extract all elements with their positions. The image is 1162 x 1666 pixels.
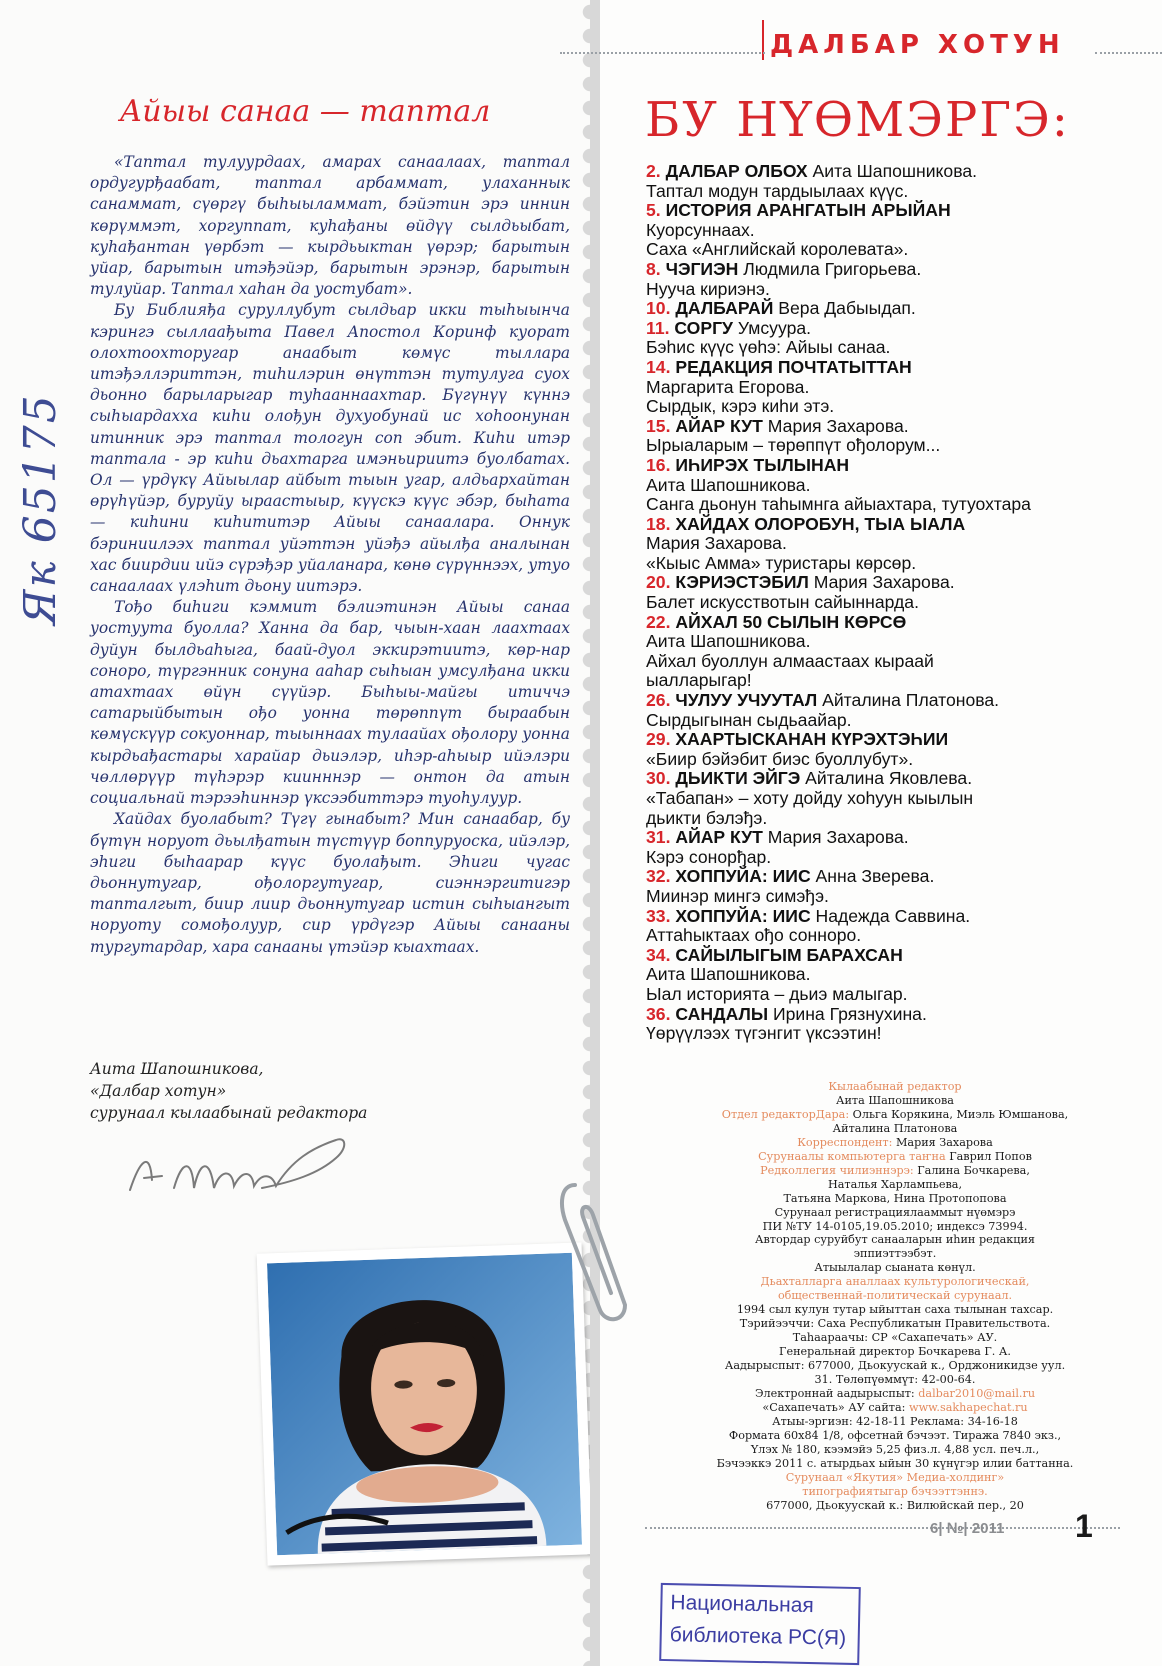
toc-subline: Кэрэ сонорђар. <box>646 846 772 867</box>
credit-text: Электроннай аадырыспыт: <box>754 1386 919 1400</box>
credit-text: Генеральнай директор Бочкарева Г. А. <box>779 1345 1011 1359</box>
credit-text: «Сахапечать» АУ сайта: <box>762 1400 909 1414</box>
author-name: Аита Шапошникова, <box>90 1060 264 1078</box>
toc-entry <box>646 260 1146 280</box>
editorial-paragraph: Тођо биһиги кэммит бэлиэтинэн Айыы санаа уостуута буолла? Ханна да бар, чыын-хаан лаахтаах дуйун былдьаһыга, баай-дуол эккирэтиитэ, көр-нар соноро, түргэнник сонуна ааһар сыһыан умсулђана икки атахтаах өйүн сүүйэр. Быһыы-майгы итиччэ сатарыйбытын ођо уонна төрөппүт быраабын көмүскүүр сокуоннар, тыыннаах тулаайах ођолору уонна кырдьађастары харайар дьиэлэр, иһэр-аһыыр ийэлэри чөллөрүүр түһэрэр киинннэр — онтон да атын социальнай тэрээһиннэр үксээбиттэрэ туоһулуур. <box>90 598 570 808</box>
credit-line <box>640 1080 1150 1094</box>
toc-subline: Ырыаларым – төрөппүт ођолорум... <box>646 435 941 456</box>
credit-line <box>640 1317 1150 1331</box>
author-signoff <box>90 1058 367 1124</box>
toc-entry <box>646 417 1146 437</box>
credit-text: Таһаараачы: СР «Сахапечать» АУ. <box>792 1331 998 1345</box>
toc-subline: «Кыыс Амма» туристары көрсөр. <box>646 552 917 573</box>
toc-page-number: 22. <box>646 611 671 632</box>
toc-entry <box>646 867 1146 887</box>
toc-heading: ДЬИКТИ ЭЙГЭ <box>675 768 801 789</box>
toc-subline: Балет искусствотын сайыннарда. <box>646 592 919 613</box>
toc-heading: АЙАР КУТ <box>675 415 763 436</box>
toc-subline: Нууча кириэнэ. <box>646 278 770 299</box>
toc-page-number: 31. <box>646 827 671 848</box>
toc-page-number: 15. <box>646 415 671 436</box>
toc-subline: Мария Захарова. <box>646 533 787 554</box>
credit-line <box>640 1401 1150 1415</box>
toc-entry <box>646 201 1146 221</box>
toc-entry <box>646 613 1146 633</box>
dotted-rule <box>560 52 765 54</box>
credit-line <box>640 1415 1150 1429</box>
credit-text: Формата 60х84 1/8, офсетнай бэчээт. Тиража 7840 экз., <box>728 1428 1062 1442</box>
toc-entry <box>646 515 1146 535</box>
toc-author: Надежда Саввина. <box>810 905 971 926</box>
stamp-line: Национальная <box>670 1591 815 1618</box>
credit-text: эппиэттээбэт. <box>853 1247 937 1261</box>
toc-heading: ИҺИРЭХ ТЫЛЫНАН <box>675 454 850 475</box>
toc-author: Аита Шапошникова. <box>807 161 978 181</box>
toc-heading: РЕДАКЦИЯ ПОЧТАТЫТТАН <box>675 356 912 377</box>
library-stamp <box>659 1583 861 1665</box>
brand-rule <box>762 20 764 60</box>
credit-text: 1994 сыл кулун тутар ыйыттан саха тылынан тахсар. <box>736 1303 1054 1317</box>
toc-page-number: 33. <box>646 905 671 926</box>
toc-page-number: 16. <box>646 454 671 475</box>
credit-line <box>640 1233 1150 1247</box>
credit-text: Айталина Платонова <box>832 1121 958 1135</box>
credit-line <box>640 1192 1150 1206</box>
toc-page-number: 20. <box>646 572 671 593</box>
credit-text: ПИ №ТУ 14-0105,19.05.2010; индексэ 73994. <box>762 1219 1028 1233</box>
toc-subline: Миинэр мингэ симэђэ. <box>646 885 829 906</box>
credit-line <box>640 1150 1150 1164</box>
toc-entry <box>646 162 1146 182</box>
credit-text: Ольга Корякина, Миэль Юмшанова, <box>852 1107 1069 1121</box>
credit-line <box>640 1345 1150 1359</box>
credit-text: Сурунаал регистрациялааммыт нүөмэрэ <box>774 1205 1016 1219</box>
toc-heading: ХААРТЫСКАНАН КҮРЭХТЭҺИИ <box>675 729 949 750</box>
credit-text: Аадырыспыт: 677000, Дьокуускай к., Орджоникидзе уул. <box>724 1359 1066 1373</box>
credit-text: Гаврил Попов <box>949 1149 1032 1163</box>
toc-entry <box>646 456 1146 476</box>
toc-subline: дьикти бэлэђэ. <box>646 807 768 828</box>
toc-entry <box>646 319 1146 339</box>
credit-role: Корреспондент: <box>797 1135 896 1149</box>
credit-role: Отдел редакторДара: <box>721 1107 853 1121</box>
editorial-paragraph: «Таптал тулуурдаах, амарах санаалаах, таптал ордугурђаабат, таптал арбаммат, улаханнык санаммат, сүөргү быһыыламмат, бэйэтин эрэ иннин көрүммэт, хоргуппат, куһађаны өйдүү сылдьыбат, куһађантан үөрбэт — кырдьыктан үөрэр; барытын уйар, барытын итэђэйэр, барытын эрэнэр, барытын тулуйар. Таптал хаһан да уостубат». <box>90 153 570 299</box>
toc-heading: ДАЛБАРАЙ <box>675 298 774 319</box>
toc-heading: ХАЙДАХ ОЛОРОБУН, ТЫА ЫАЛА <box>675 513 966 534</box>
toc-subline: Санга дьонун таһымнга айыахтара, тутуохтара <box>646 494 1031 515</box>
editorial-body <box>90 152 570 958</box>
toc-subline: Бэһис күүс үөһэ: Айыы санаа. <box>646 337 891 358</box>
toc-author: Мария Захарова. <box>808 572 955 593</box>
toc-subline: Сырдык, кэрэ киһи этэ. <box>646 396 835 417</box>
toc-entry <box>646 299 1146 319</box>
toc-subline: ыалларыгар! <box>646 670 752 691</box>
imprint-credits <box>640 1080 1150 1513</box>
toc-heading: ХОППУЙА: ИИС <box>675 866 811 887</box>
credit-line <box>640 1387 1150 1401</box>
toc-page-number: 2. <box>646 161 661 181</box>
toc-heading: АЙХАЛ 50 СЫЛЫН КӨРСӨ <box>675 611 907 632</box>
credit-text: Татьяна Маркова, Нина Протопопова <box>783 1191 1007 1205</box>
toc-subline: Маргарита Егорова. <box>646 376 810 397</box>
credit-line <box>640 1136 1150 1150</box>
credit-text: Үлэх № 180, кээмэйэ 5,25 физ.л. 4,88 усл. печ.л., <box>750 1442 1040 1456</box>
toc-subline: Сырдыгынан сыдьаайар. <box>646 709 852 730</box>
toc-entry <box>646 907 1146 927</box>
credit-text: Атыылалар сыаната көнүл. <box>814 1261 976 1275</box>
credit-link[interactable]: dalbar2010@mail.ru <box>918 1386 1036 1400</box>
credit-text: Тэрийээччи: Саха Республикатын Правительствота. <box>739 1317 1051 1331</box>
toc-page-number: 32. <box>646 866 671 887</box>
toc-page-number: 30. <box>646 768 671 789</box>
toc-heading: САЙЫЛЫГЫМ БАРАХСАН <box>675 944 903 965</box>
toc-heading: СОРГУ <box>674 317 733 338</box>
toc-heading: ХОППУЙА: ИИС <box>675 905 811 926</box>
credit-text: Мария Захарова <box>895 1135 993 1149</box>
editorial-paragraph: Бу Библияђа суруллубут сылдьар икки тыһыынча кэрингэ сыллаађыта Павел Апостол Коринф куорат олохтоохторугар анаабыт көмүс тыллара итэђэллэриттэн, тиһилэрин өнүттэн тутулуга суох дьонно барыларыгар туһааннаахтар. Бүгүнүү күннэ сыһыардахха киһи олођун духуобунай ис хоһоонунан итинник эрэ таптал тологун соп эбит. Киһи итэр таптала - эр киһи дьахтарга имэньириитэ буолбатах. Ол — үрдүкү Айыылар айбыт тыын угар, алдьархайтан өрүһүйэр, буруйу ыраастыыр, күүскэ күүс эбэр, быһата — киһини киһититэр Айыы санаалара. Оннук бэриниилээх таптал уйэттэн уйэђэ айылђа аналынан хас биирдии ийэ сүрэђэр уйаланара, көнө сүрүннээх, утуо санаалаах үлэһит дьону иитэрэ. <box>90 301 570 596</box>
toc-author: Людмила Григорьева. <box>738 258 922 279</box>
credit-line <box>640 1261 1150 1275</box>
toc-heading: КЭРИЭСТЭБИЛ <box>675 572 809 593</box>
toc-page-number: 14. <box>646 356 671 377</box>
credit-line <box>640 1094 1150 1108</box>
toc-subline: «Биир бэйэбит биэс буоллубут». <box>646 748 914 769</box>
toc-subline: Аттаһыктаах ођо сонноро. <box>646 925 862 946</box>
author-role: сурунаал кылаабынай редактора <box>90 1104 368 1122</box>
credit-line <box>640 1471 1150 1485</box>
toc-author: Айталина Яковлева. <box>800 768 973 789</box>
credit-text: 677000, Дьокуускай к.: Вилюйскай пер., 20 <box>766 1498 1024 1512</box>
credit-text: Автордар суруйбут санааларын иһин редакция <box>754 1233 1035 1247</box>
credit-line <box>640 1359 1150 1373</box>
toc-author: Мария Захарова. <box>762 827 909 848</box>
credit-line <box>640 1429 1150 1443</box>
credit-line <box>640 1122 1150 1136</box>
toc-page-number: 26. <box>646 690 671 711</box>
credit-role: Кылаабынай редактор <box>828 1080 962 1093</box>
toc-page-number: 10. <box>646 298 671 319</box>
toc-entry <box>646 691 1146 711</box>
toc-subline: Ыал историята – дьиэ малыгар. <box>646 983 908 1004</box>
toc-author: Мария Захарова. <box>762 415 909 436</box>
handwritten-side-note: Як 65175 <box>15 393 66 625</box>
toc-page-number: 5. <box>646 200 661 221</box>
toc-author: Вера Дабыыдап. <box>773 298 916 319</box>
credit-text: 31. Төлөпүөммүт: 42-00-64. <box>814 1373 976 1387</box>
dotted-rule <box>645 1527 1120 1529</box>
toc-heading: САНДАЛЫ <box>675 1003 769 1024</box>
credit-role: Сурунаал «Якутия» Медиа-холдинг» <box>785 1470 1005 1484</box>
toc-entry <box>646 730 1146 750</box>
toc-heading: АЙАР КУТ <box>675 827 763 848</box>
credit-line <box>640 1206 1150 1220</box>
dotted-rule <box>1095 52 1162 54</box>
credit-line <box>640 1499 1150 1513</box>
credit-line <box>640 1275 1150 1289</box>
credit-link[interactable]: www.sakhapechat.ru <box>909 1400 1028 1414</box>
handwritten-signature <box>122 1130 372 1210</box>
toc-heading: ДАЛБАР ОЛБОХ <box>665 161 808 181</box>
issue-number: 6| №| 2011 <box>930 1520 1005 1537</box>
toc-subline: Аита Шапошникова. <box>646 964 811 985</box>
editorial-paragraph: Хайдах буолабыт? Түгү гынабыт? Мин санаабар, бу бүтүн норуот дьылђатын түстүүр боппуруоска, ийэлэр, эһиги быһаарар күүс буолађыт. Эһиги чугас дьоннутугар, ођолоргутугар, сиэннэргитигэр тапталгыт, биир лиир дьоннутугар истин сыһыангыт норуоту сомођолуур, сир үрдүгэр Айыы санааны тургутардар, хара санааны үтэйэр кыахтаах. <box>90 810 570 956</box>
contents-title: БУ НҮӨМЭРГЭ: <box>645 92 1070 148</box>
credit-line <box>640 1108 1150 1122</box>
toc-subline: Аита Шапошникова. <box>646 474 811 495</box>
toc-subline: «Табапан» – хоту дойду хоһуун кыылын <box>646 788 974 808</box>
toc-author: Ирина Грязнухина. <box>768 1003 927 1024</box>
paperclip-icon <box>555 1175 635 1325</box>
credit-text: Наталья Харлампьева, <box>827 1177 963 1191</box>
credit-role: типографиятыгар бэчээттэннэ. <box>802 1484 988 1498</box>
stamp-line: библиотека РС(Я) <box>669 1623 847 1650</box>
toc-page-number: 8. <box>646 258 661 279</box>
credit-line <box>640 1220 1150 1234</box>
toc-entry <box>646 358 1146 378</box>
toc-heading: ЧЭГИЭН <box>665 258 739 279</box>
credit-line <box>640 1303 1150 1317</box>
toc-page-number: 18. <box>646 513 671 534</box>
author-photo <box>257 1242 590 1565</box>
toc-entry <box>646 1005 1146 1025</box>
credit-line <box>640 1289 1150 1303</box>
credit-text: Атыы-эргиэн: 42-18-11 Реклама: 34-16-18 <box>772 1414 1018 1428</box>
credit-text: Галина Бочкарева, <box>917 1163 1030 1177</box>
credit-role: общественнай-политическай сурунаал. <box>777 1289 1013 1303</box>
author-journal: «Далбар хотун» <box>90 1082 227 1100</box>
credit-line <box>640 1373 1150 1387</box>
credit-line <box>640 1178 1150 1192</box>
credit-line <box>640 1443 1150 1457</box>
credit-line <box>640 1485 1150 1499</box>
toc-heading: ИСТОРИЯ АРАНГАТЫН АРЫЙАН <box>665 200 951 221</box>
toc-entry <box>646 946 1146 966</box>
credit-line <box>640 1247 1150 1261</box>
toc-page-number: 29. <box>646 729 671 750</box>
toc-subline: Үөрүүлээх түгэнгит үксээтин! <box>646 1023 882 1044</box>
toc-subline: Саха «Английскай королевата». <box>646 239 909 260</box>
toc-entry <box>646 573 1146 593</box>
toc-subline: Айхал буоллун алмаастаах кыраай <box>646 650 934 671</box>
toc-page-number: 11. <box>646 317 670 338</box>
credit-line <box>640 1331 1150 1345</box>
toc-entry <box>646 828 1146 848</box>
toc-subline: Аита Шапошникова. <box>646 631 811 652</box>
credit-role: Сурунаалы компьютерга таҥна <box>758 1149 950 1163</box>
credit-text: Аита Шапошникова <box>836 1093 954 1107</box>
credit-role: Редколлегия чилиэннэрэ: <box>760 1163 918 1177</box>
editorial-title: Айыы санаа — таптал <box>119 94 491 129</box>
portrait-image <box>267 1253 582 1555</box>
magazine-brand: ДАЛБАР ХОТУН <box>770 30 1065 60</box>
toc-heading: ЧУЛУУ УЧУУТАЛ <box>675 690 818 711</box>
credit-line <box>640 1164 1150 1178</box>
toc-page-number: 34. <box>646 944 671 965</box>
toc-subline: Таптал модун тардыылаах күүс. <box>646 180 909 201</box>
toc-entry <box>646 769 1146 789</box>
page-number: 1 <box>1075 1508 1093 1544</box>
toc-page-number: 36. <box>646 1003 671 1024</box>
toc-subline: Куорсуннаах. <box>646 219 755 240</box>
toc-author: Умсуура. <box>733 317 812 338</box>
credit-text: Бэчээккэ 2011 с. атырдьах ыйын 30 күнүгэр илии баттанна. <box>716 1456 1074 1470</box>
credit-line <box>640 1457 1150 1471</box>
toc-author: Айталина Платонова. <box>817 690 1000 711</box>
table-of-contents <box>646 162 1146 1044</box>
toc-author: Анна Зверева. <box>810 866 935 887</box>
credit-role: Дьахталларга аналлаах культурологическай, <box>760 1275 1030 1289</box>
